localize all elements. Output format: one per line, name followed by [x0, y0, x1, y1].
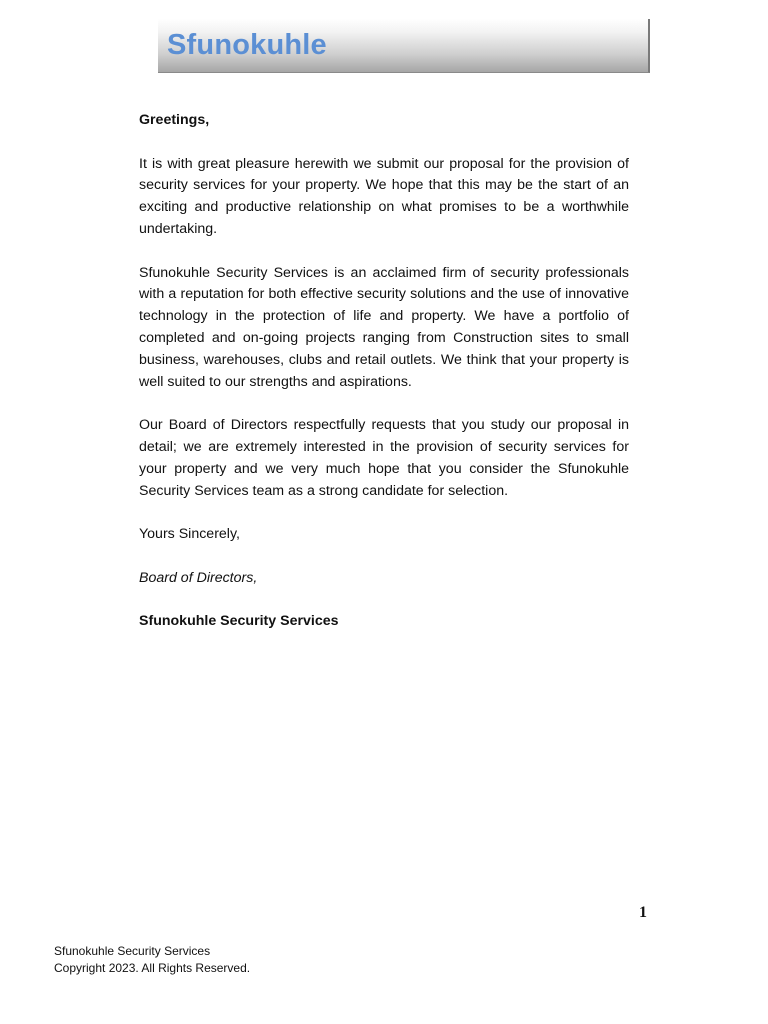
header-title: Sfunokuhle	[167, 29, 327, 61]
letter-greeting: Greetings,	[139, 112, 210, 128]
page-footer	[54, 943, 250, 977]
letter-signatory: Board of Directors,	[139, 569, 258, 586]
letter-closing: Yours Sincerely,	[139, 526, 240, 543]
letter-paragraph-3: Our Board of Directors respectfully requests that you study our proposal in detail; we are extremely interested in the provision of security services for your property and we very much hope that you consider the Sfunokuhle Security Services team as a strong candidate for selection.	[139, 417, 629, 499]
letter-paragraph-2: Sfunokuhle Security Services is an acclaimed firm of security professionals with a reputation for both effective security solutions and the use of innovative technology in the protection of life and property. We have a portfolio of completed and on-going projects ranging from Construction sites to small business, warehouses, clubs and retail outlets. We think that your property is well suited to our strengths and aspirations.	[139, 264, 629, 390]
header-banner	[158, 19, 650, 73]
letter-body	[139, 110, 629, 655]
letter-company-name: Sfunokuhle Security Services	[139, 613, 339, 630]
footer-copyright: Copyright 2023. All Rights Reserved.	[54, 961, 251, 975]
footer-company: Sfunokuhle Security Services	[54, 944, 211, 958]
page-number: 1	[639, 904, 647, 921]
letter-paragraph-1: It is with great pleasure herewith we submit our proposal for the provision of security services for your property. We hope that this may be the start of an exciting and productive relationship on what promises to be a worthwhile undertaking.	[139, 155, 629, 237]
